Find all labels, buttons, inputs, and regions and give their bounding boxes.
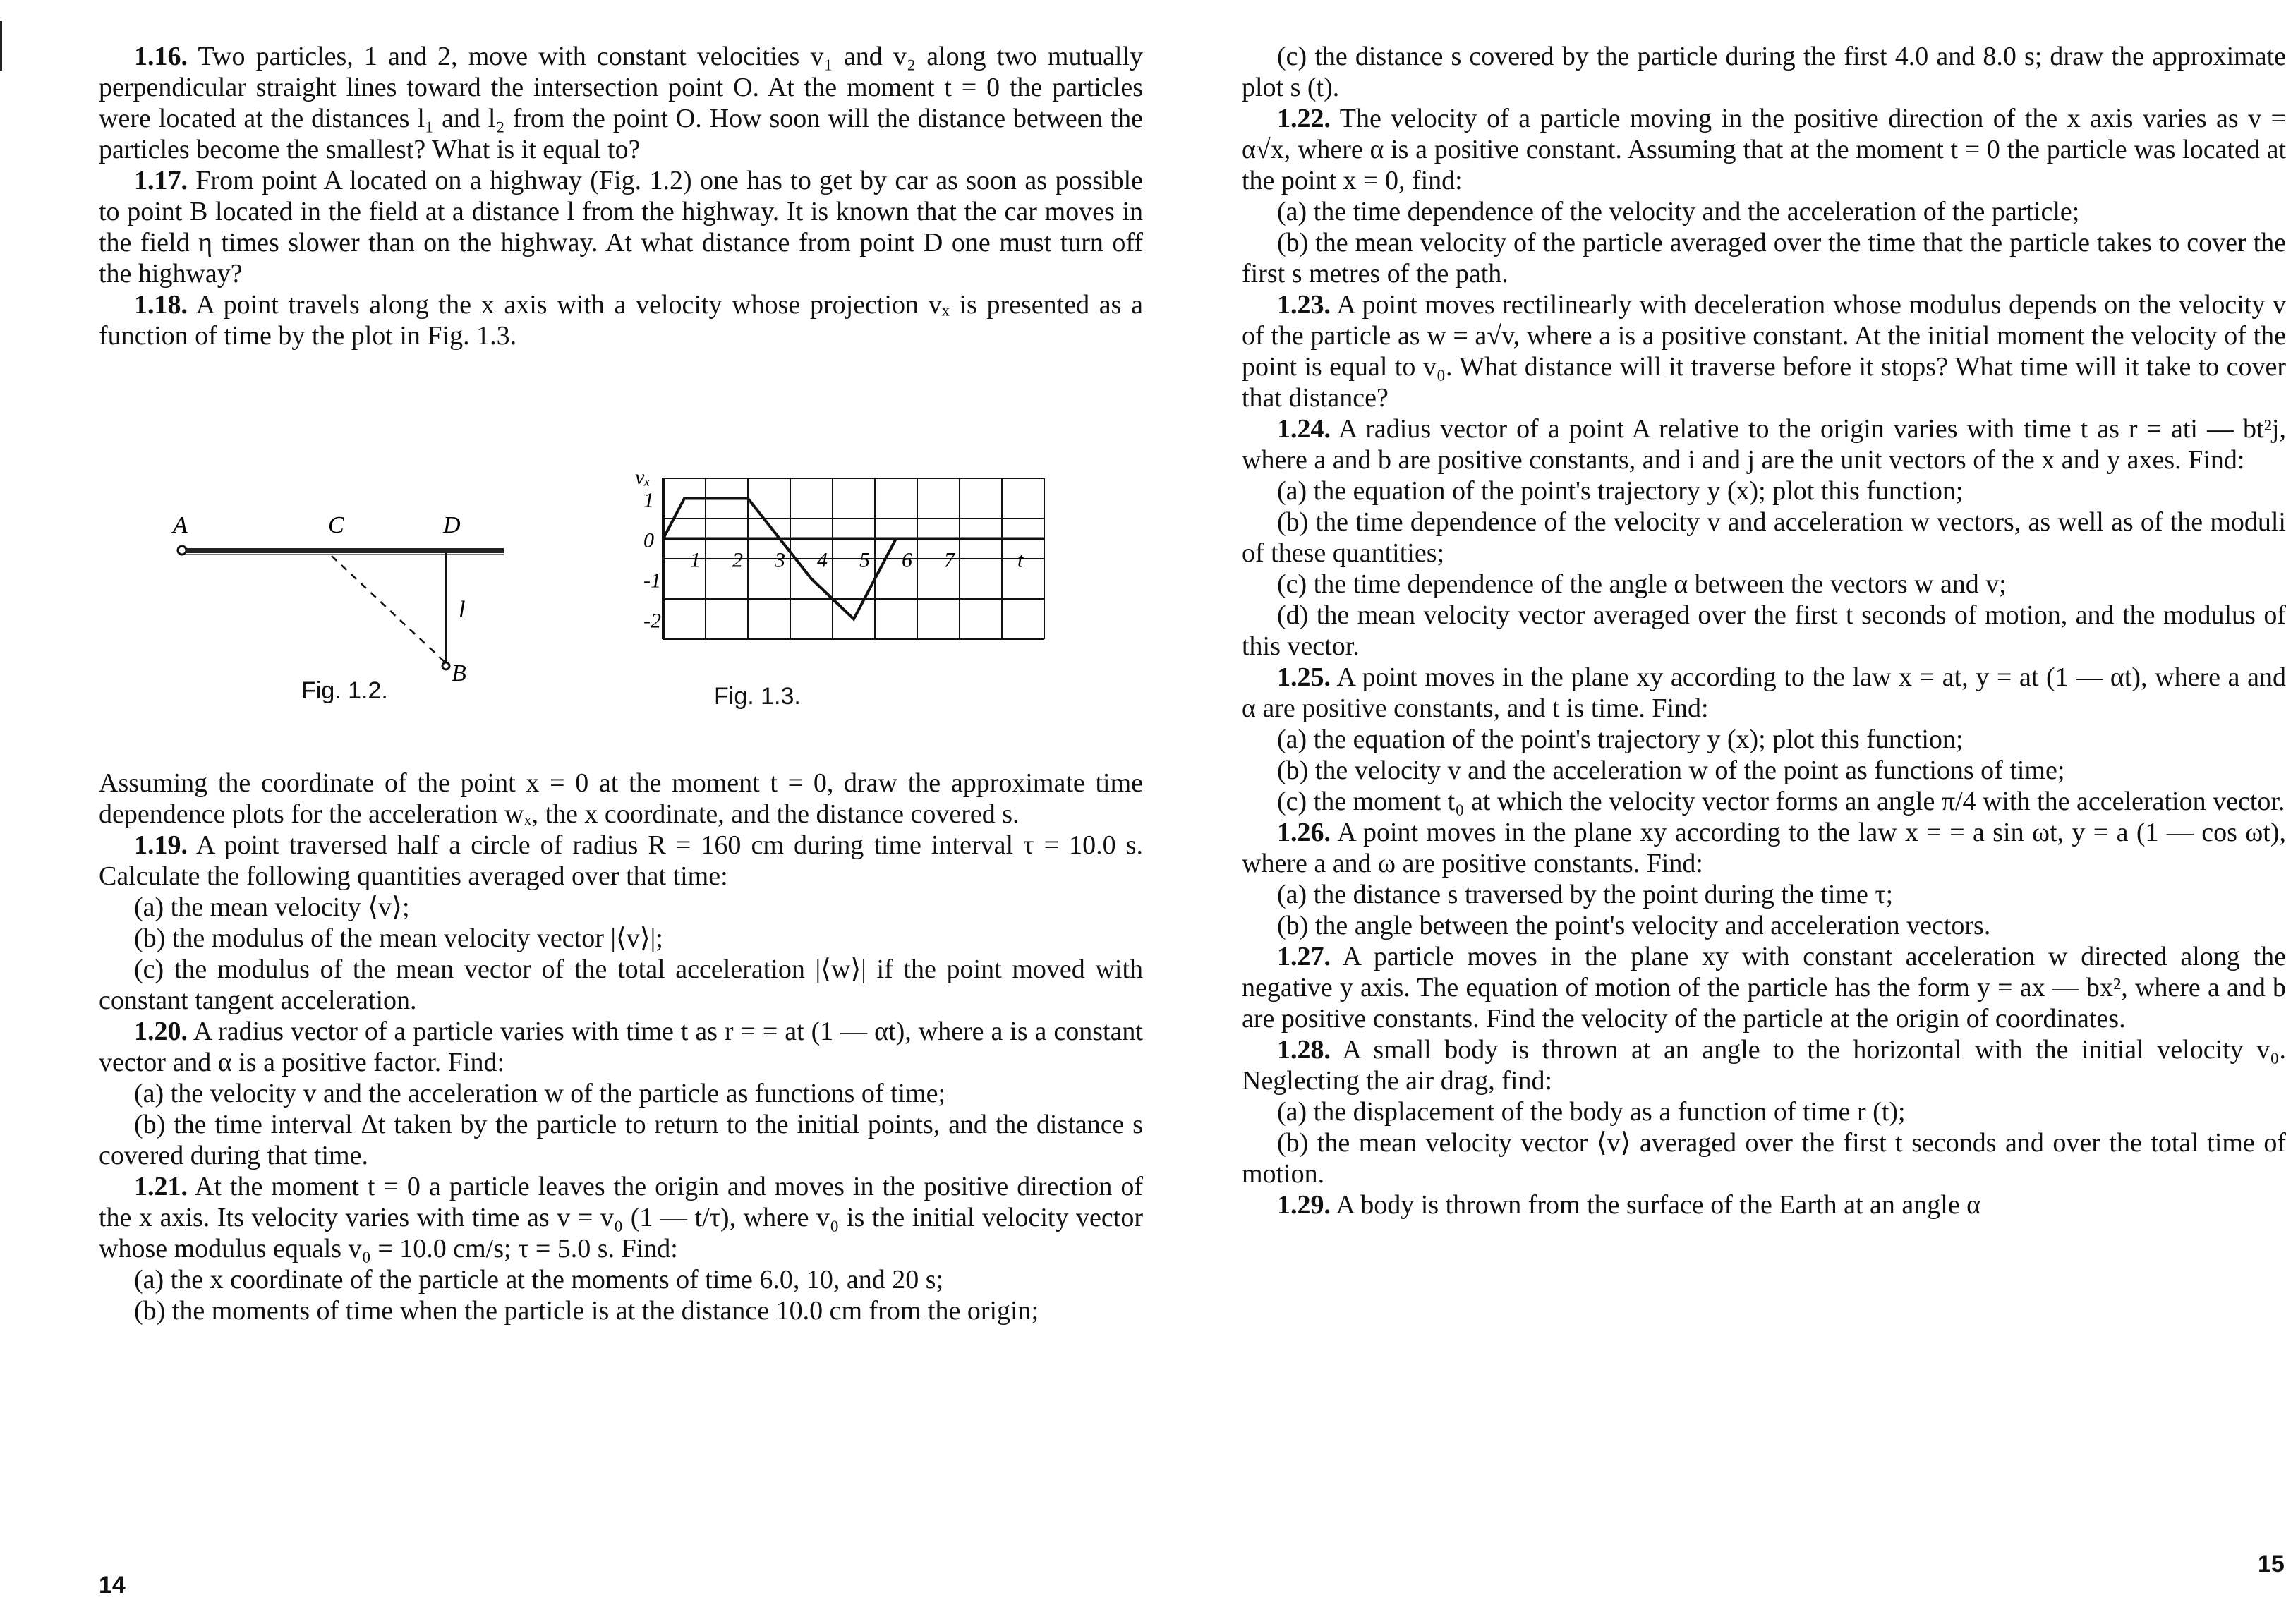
x-tick-label: 6 — [902, 548, 912, 572]
problem-paragraph — [1242, 289, 2286, 413]
sub-question — [1242, 227, 2286, 289]
point-b-marker — [442, 662, 449, 669]
x-tick-label: 3 — [775, 548, 785, 572]
highway-line — [186, 548, 504, 553]
paragraph-text: At the moment t = 0 a particle leaves the origin and moves in the positive direction of the x axis. Its velocity varies with time as v = v₀ (1 — t/τ), where v₀ is the initial velocity vector whose modulus equals v₀ = 10.0 cm/s; τ = 5.0 s. Find: — [99, 1172, 1143, 1264]
paragraph-text: A point traversed half a circle of radius R = 160 cm during time interval τ = 10.0 s. Calculate the following quantities averaged over that time: — [99, 830, 1143, 891]
problem-paragraph — [99, 1171, 1143, 1264]
sub-question — [1242, 910, 2286, 941]
paragraph-text: (b) the velocity v and the acceleration w of the point as functions of time; — [1277, 756, 2065, 785]
x-tick-label: 4 — [817, 548, 828, 572]
paragraph-text: (b) the mean velocity of the particle averaged over the time that the particle takes to cover the first s metres of the path. — [1242, 228, 2286, 289]
sub-question — [99, 923, 1143, 954]
problem-number: 1.27. — [1277, 942, 1331, 971]
problem-paragraph — [1242, 1034, 2286, 1096]
sub-question — [1242, 600, 2286, 662]
sub-question — [1242, 1127, 2286, 1189]
x-tick-label: 1 — [690, 548, 701, 572]
y-tick-label: 1 — [643, 488, 654, 512]
problem-paragraph — [1242, 817, 2286, 879]
sub-question — [1242, 755, 2286, 786]
sub-question — [1242, 1096, 2286, 1127]
problem-number: 1.20. — [134, 1017, 188, 1046]
problem-paragraph — [99, 830, 1143, 892]
paragraph-text: (b) the angle between the point's velocity and acceleration vectors. — [1277, 911, 1991, 940]
left-top-text — [99, 41, 1143, 351]
paragraph-text: (b) the time interval Δt taken by the particle to return to the initial points, and the distance s covered during that time. — [99, 1110, 1143, 1170]
vx-axis-label: vₓ — [635, 466, 651, 489]
paragraph-text: A small body is thrown at an angle to the horizontal with the initial velocity v₀. Neglecting the air drag, find: — [1242, 1035, 2286, 1096]
paragraph-text: (a) the time dependence of the velocity and the acceleration of the particle; — [1277, 197, 2080, 226]
fig-1-2-diagram — [169, 487, 607, 684]
label-l: l — [459, 597, 466, 623]
problem-paragraph — [99, 1016, 1143, 1078]
paragraph-text: (a) the displacement of the body as a function of time r (t); — [1277, 1097, 1906, 1127]
page-edge-mark — [0, 21, 2, 71]
fig-1-2-caption: Fig. 1.2. — [301, 677, 388, 704]
left-page — [99, 0, 1143, 1624]
right-page — [1242, 0, 2286, 1624]
paragraph-text: (b) the moments of time when the particle is at the distance 10.0 cm from the origin; — [134, 1296, 1039, 1326]
problem-number: 1.19. — [134, 830, 188, 860]
paragraph-text: (a) the equation of the point's trajectory y (x); plot this function; — [1277, 725, 1964, 754]
fig-1-3-caption: Fig. 1.3. — [714, 683, 801, 710]
problem-paragraph — [1242, 413, 2286, 475]
paragraph-text: (a) the velocity v and the acceleration w of the particle as functions of time; — [134, 1079, 946, 1108]
paragraph-text: (a) the mean velocity ⟨v⟩; — [134, 892, 410, 922]
problem-number: 1.26. — [1277, 818, 1331, 847]
figures-row — [99, 466, 1143, 741]
paragraph-text: A radius vector of a point A relative to the origin varies with time t as r = ati — bt²j, where a and b are positive constants, and i and j are the unit vectors of the x and y axes. Find: — [1242, 414, 2286, 475]
paragraph-text: (c) the moment t₀ at which the velocity vector forms an angle π/4 with the acceleration vector. — [1277, 787, 2285, 816]
paragraph-text: A point moves in the plane xy according to the law x = at, y = at (1 — αt), where a and α are positive constants, and t is time. Find: — [1242, 662, 2286, 723]
problem-paragraph — [1242, 662, 2286, 724]
page-number-left: 14 — [99, 1572, 126, 1599]
y-tick-label: -1 — [643, 569, 661, 593]
paragraph-text: (a) the equation of the point's trajectory y (x); plot this function; — [1277, 476, 1964, 506]
x-tick-label: 5 — [859, 548, 870, 572]
sub-question — [99, 892, 1143, 923]
paragraph-text: (b) the time dependence of the velocity v and acceleration w vectors, as well as of the moduli of these quantities; — [1242, 507, 2286, 568]
t-axis-label: t — [1017, 548, 1024, 572]
problem-number: 1.25. — [1277, 662, 1331, 692]
label-b: B — [452, 660, 466, 686]
problem-number: 1.21. — [134, 1172, 188, 1201]
paragraph-text: Assuming the coordinate of the point x = 0 at the moment t = 0, draw the approximate time dependence plots for the acceleration wₓ, the x coordinate, and the distance covered s. — [99, 768, 1143, 829]
sub-question — [1242, 41, 2286, 103]
field-path-dashed — [332, 556, 445, 662]
paragraph-text: A particle moves in the plane xy with constant acceleration w directed along the negative y axis. The equation of motion of the particle has the form y = ax — bx², where a and b are positive constants. Find the velocity of the particle at the origin of coordinates. — [1242, 942, 2286, 1034]
sub-question — [1242, 475, 2286, 507]
paragraph-text: (b) the modulus of the mean velocity vector |⟨v⟩|; — [134, 923, 663, 953]
sub-question — [1242, 507, 2286, 569]
problem-1-18: 1.18. A point travels along the x axis with a velocity whose projection vₓ is presented as a function of time by the plot in Fig. 1.3. — [99, 290, 1143, 351]
problem-paragraph — [1242, 1189, 2286, 1220]
problem-1-17: 1.17. From point A located on a highway (Fig. 1.2) one has to get by car as soon as possible to point B located in the field at a distance l from the highway. It is known that the car moves in the field η times slower than on the highway. At what distance from point D one must turn off the highway? — [99, 166, 1143, 289]
paragraph-text: (c) the distance s covered by the particle during the first 4.0 and 8.0 s; draw the approximate plot s (t). — [1242, 42, 2286, 102]
problem-paragraph — [1242, 103, 2286, 196]
sub-question — [99, 1078, 1143, 1109]
x-tick-label: 7 — [944, 548, 955, 572]
y-tick-label: -2 — [643, 609, 661, 633]
paragraph-text: (c) the modulus of the mean vector of the total acceleration |⟨w⟩| if the point moved with constant tangent acceleration. — [99, 955, 1143, 1015]
problem-number: 1.24. — [1277, 414, 1331, 444]
left-bottom-text — [99, 768, 1143, 1326]
sub-question — [99, 1109, 1143, 1171]
label-d: D — [443, 512, 461, 538]
problem-paragraph — [1242, 941, 2286, 1034]
sub-question — [99, 1264, 1143, 1295]
page-number-right: 15 — [2258, 1551, 2285, 1577]
paragraph-text: The velocity of a particle moving in the positive direction of the x axis varies as v = α√x, where α is a positive constant. Assuming that at the moment t = 0 the particle was located at the point x = 0, find: — [1242, 104, 2286, 195]
paragraph-text: A body is thrown from the surface of the Earth at an angle α — [1331, 1190, 1981, 1220]
problem-1-16: 1.16. Two particles, 1 and 2, move with constant velocities v₁ and v₂ along two mutually perpendicular straight lines toward the intersection point O. At the moment t = 0 the particles were located at the distances l₁ and l₂ from the point O. How soon will the distance between the particles become the smallest? What is it equal to? — [99, 42, 1143, 164]
right-text — [1242, 41, 2286, 1220]
sub-question — [1242, 196, 2286, 227]
paragraph-text: (a) the x coordinate of the particle at the moments of time 6.0, 10, and 20 s; — [134, 1265, 944, 1295]
paragraph-text: (b) the mean velocity vector ⟨v⟩ averaged over the first t seconds and over the total time of motion. — [1242, 1128, 2286, 1189]
problem-number: 1.29. — [1277, 1190, 1331, 1220]
x-tick-label: 2 — [732, 548, 743, 572]
point-a-marker — [178, 546, 186, 555]
sub-question — [99, 954, 1143, 1016]
paragraph-text: A point moves rectilinearly with deceleration whose modulus depends on the velocity v of the particle as w = a√v, where a is a positive constant. At the initial moment the velocity of the point is equal to v₀. What distance will it traverse before it stops? What time will it take to cover that distance? — [1242, 290, 2286, 413]
paragraph-text: A radius vector of a particle varies with time t as r = = at (1 — αt), where a is a constant vector and α is a positive factor. Find: — [99, 1017, 1143, 1077]
label-a: A — [173, 512, 188, 538]
paragraph-text: (a) the distance s traversed by the point during the time τ; — [1277, 880, 1894, 909]
sub-question — [1242, 724, 2286, 755]
sub-question — [1242, 879, 2286, 910]
y-tick-label: 0 — [643, 528, 654, 552]
problem-number: 1.22. — [1277, 104, 1331, 133]
sub-question — [99, 1295, 1143, 1326]
problem-number: 1.28. — [1277, 1035, 1331, 1065]
continued-text — [99, 768, 1143, 830]
paragraph-text: A point moves in the plane xy according to the law x = = a sin ωt, y = a (1 — cos ωt), where a and ω are positive constants. Find: — [1242, 818, 2286, 878]
paragraph-text: (d) the mean velocity vector averaged over the first t seconds of motion, and the modulus of this vector. — [1242, 600, 2286, 661]
sub-question — [1242, 569, 2286, 600]
paragraph-text: (c) the time dependence of the angle α between the vectors w and v; — [1277, 569, 2007, 599]
sub-question — [1242, 786, 2286, 817]
fig-1-3-plot — [586, 466, 1080, 677]
problem-number: 1.23. — [1277, 290, 1331, 320]
label-c: C — [328, 512, 344, 538]
